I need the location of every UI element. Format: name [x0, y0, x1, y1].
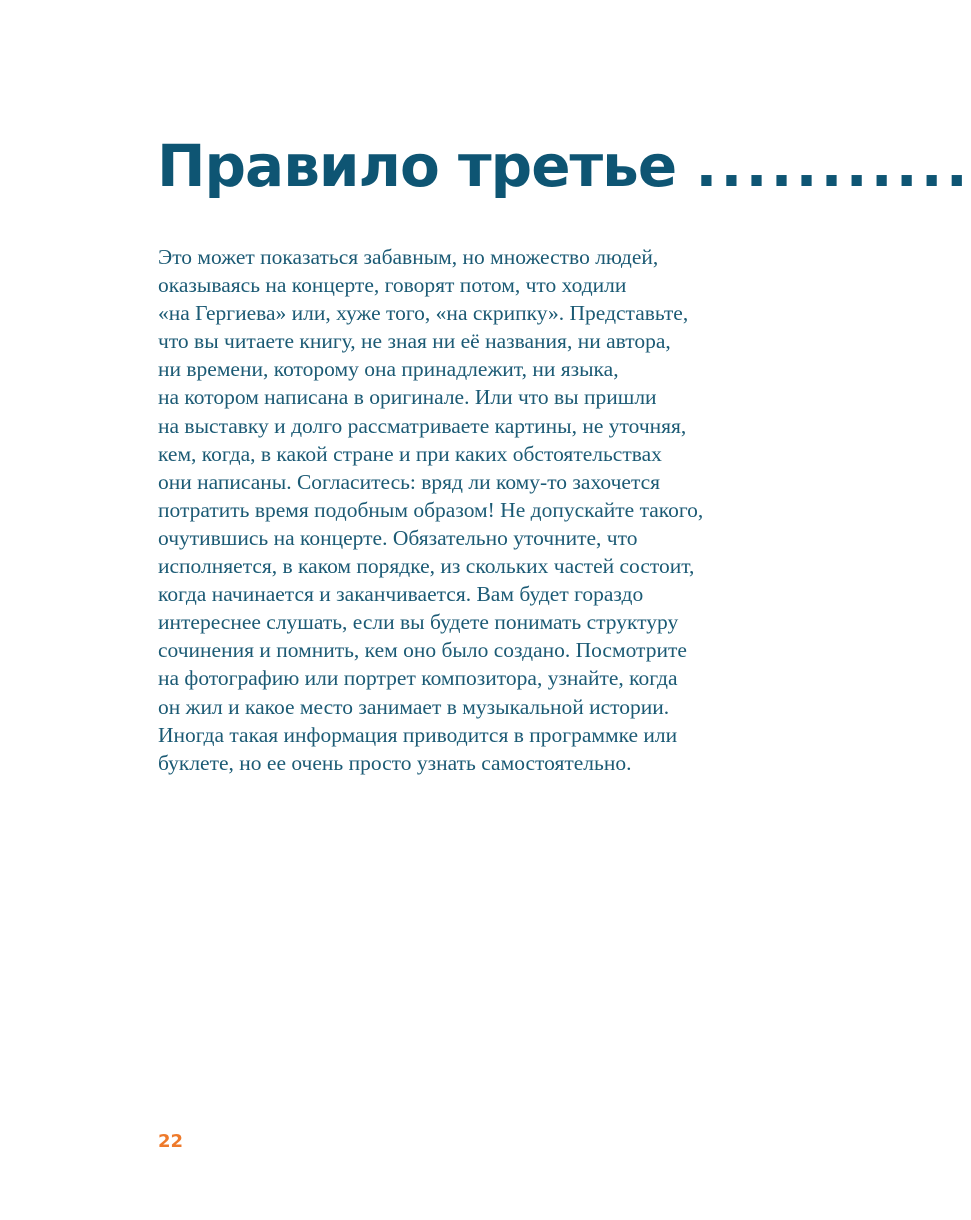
paragraph-line: что вы читаете книгу, не зная ни её названия, ни автора, [158, 329, 671, 354]
paragraph-line: потратить время подобным образом! Не допускайте такого, [158, 497, 704, 522]
paragraph-line: Это может показаться забавным, но множество людей, [158, 245, 659, 269]
body-paragraph [158, 243, 818, 777]
paragraph-line: буклете, но ее очень просто узнать самостоятельно. [158, 750, 632, 775]
paragraph-line: на фотографию или портрет композитора, узнайте, когда [158, 666, 678, 691]
paragraph-line: он жил и какое место занимает в музыкальной истории. [158, 694, 670, 719]
page-number: 22 [158, 1131, 184, 1152]
paragraph-line: кем, когда, в какой стране и при каких обстоятельствах [158, 441, 662, 466]
chapter-title: Правило третье [157, 132, 677, 200]
paragraph-line: Иногда такая информация приводится в программке или [158, 722, 678, 747]
paragraph-line: на выставку и долго рассматриваете картины, не уточняя, [158, 413, 687, 438]
paragraph-line: на котором написана в оригинале. Или что вы пришли [158, 385, 657, 410]
paragraph-line: сочинения и помнить, кем оно было создано. Посмотрите [158, 638, 687, 663]
paragraph-line: очутившись на концерте. Обязательно уточните, что [158, 525, 638, 550]
paragraph-line: «на Гергиева» или, хуже того, «на скрипку». Представьте, [158, 301, 689, 326]
chapter-heading [157, 128, 971, 204]
paragraph-line: когда начинается и заканчивается. Вам будет гораздо [158, 582, 644, 607]
heading-dot-leader: ........... [695, 132, 971, 200]
paragraph-line: ни времени, которому она принадлежит, ни языка, [158, 357, 619, 382]
paragraph-line: интереснее слушать, если вы будете понимать структуру [158, 610, 679, 635]
paragraph-line: они написаны. Согласитесь: вряд ли кому-то захочется [158, 469, 661, 494]
paragraph-line: оказываясь на концерте, говорят потом, что ходили [158, 273, 627, 298]
paragraph-line: исполняется, в каком порядке, из скольких частей состоит, [158, 554, 695, 579]
